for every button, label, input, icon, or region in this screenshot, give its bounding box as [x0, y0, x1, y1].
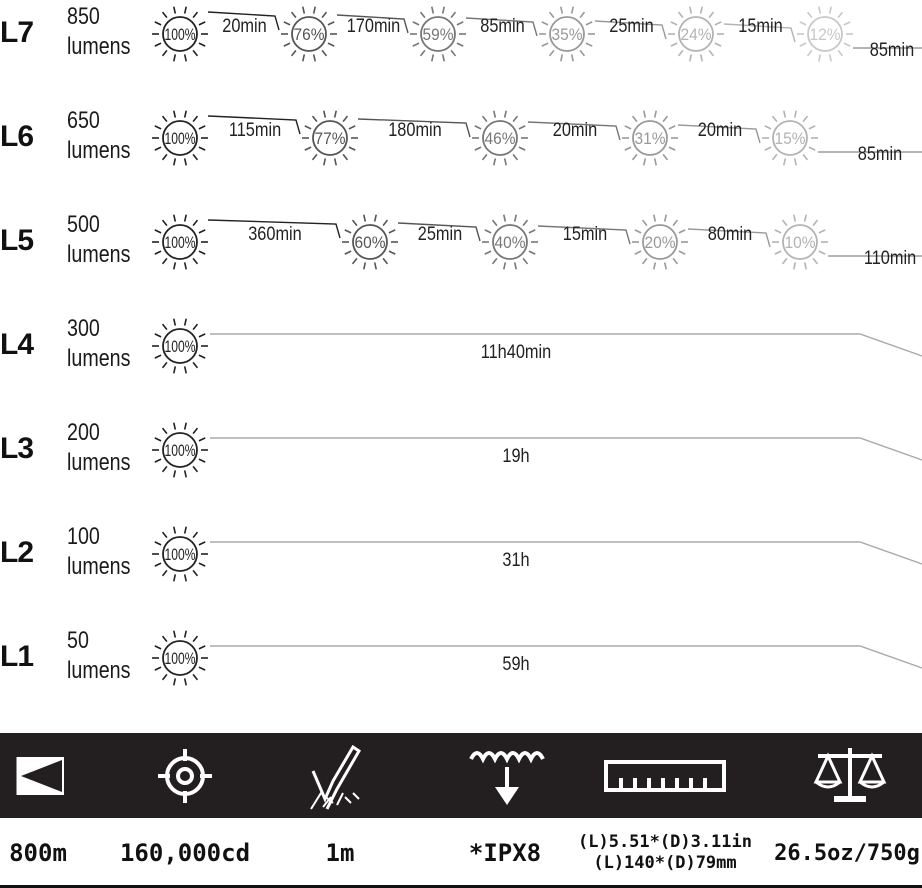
step-duration: 19h: [502, 444, 530, 467]
step-duration: 20min: [222, 14, 267, 37]
impact-resistance-icon: [295, 733, 375, 818]
lumens-unit: lumens: [67, 241, 131, 268]
step-duration: 170min: [346, 14, 401, 37]
waterproof-value: *IPX8: [468, 839, 542, 867]
step-duration: 25min: [417, 222, 463, 245]
sun-icon: [152, 215, 208, 270]
step-duration: 15min: [562, 222, 608, 245]
step-duration: 59h: [502, 652, 530, 675]
step-percent: 59%: [422, 25, 454, 44]
level-label: L4: [0, 328, 34, 361]
sun-icon: [772, 215, 828, 270]
runtime-graph: [0, 2, 922, 102]
sun-icon: [152, 319, 208, 374]
step-duration: 11h40min: [480, 340, 552, 363]
step-percent: 100%: [164, 545, 196, 564]
sun-icon: [342, 215, 398, 270]
level-label: L7: [0, 16, 34, 49]
step-duration: 115min: [228, 118, 282, 141]
lumens-unit: lumens: [67, 345, 131, 372]
level-row-l2: [0, 522, 922, 626]
lumens-value: 300: [67, 315, 100, 342]
beam-distance-icon: [0, 733, 80, 818]
sun-icon: [539, 7, 595, 62]
step-percent: 100%: [164, 441, 196, 460]
sun-icon: [622, 111, 678, 166]
step-duration: 110min: [863, 246, 917, 269]
sun-icon: [482, 215, 538, 270]
step-percent: 100%: [164, 129, 196, 148]
step-percent: 24%: [680, 25, 712, 44]
sun-icon: [797, 7, 853, 62]
lumens-unit: lumens: [67, 553, 131, 580]
sun-icon: [152, 111, 208, 166]
level-row-l5: [0, 210, 922, 314]
step-duration: 85min: [857, 142, 903, 165]
lumens-unit: lumens: [67, 449, 131, 476]
level-label: L1: [0, 640, 34, 673]
step-percent: 31%: [634, 129, 666, 148]
step-duration: 20min: [697, 118, 743, 141]
step-duration: 80min: [707, 222, 753, 245]
size-value: [570, 818, 760, 888]
sun-icon: [152, 527, 208, 582]
step-duration: 25min: [609, 14, 654, 37]
sun-icon: [410, 7, 466, 62]
runtime-graph: [0, 626, 922, 726]
lumens-unit: lumens: [67, 137, 131, 164]
step-duration: 85min: [480, 14, 525, 37]
step-percent: 100%: [164, 649, 196, 668]
step-percent: 77%: [314, 129, 346, 148]
lumens-value: 50: [67, 627, 89, 654]
level-row-l6: [0, 106, 922, 210]
lumens-value: 850: [67, 3, 100, 30]
intensity-value: 160,000cd: [119, 839, 251, 867]
spec-values-row: [0, 818, 922, 888]
step-percent: 100%: [164, 337, 196, 356]
sun-icon: [632, 215, 688, 270]
lumens-value: 650: [67, 107, 100, 134]
sun-icon: [472, 111, 528, 166]
step-duration: 85min: [869, 38, 915, 61]
step-percent: 46%: [484, 129, 516, 148]
step-percent: 10%: [784, 233, 816, 252]
lumens-value: 200: [67, 419, 100, 446]
step-duration: 31h: [502, 548, 530, 571]
step-duration: 360min: [248, 222, 302, 245]
step-percent: 60%: [354, 233, 386, 252]
step-percent: 76%: [293, 25, 325, 44]
size-value-mm: (L)140*(D)79mm: [593, 853, 737, 873]
sun-icon: [281, 7, 337, 62]
step-duration: 15min: [738, 14, 783, 37]
sun-icon: [762, 111, 818, 166]
runtime-graph: [0, 314, 922, 414]
lumens-unit: lumens: [67, 33, 131, 60]
level-row-l7: [0, 2, 922, 106]
step-percent: 35%: [551, 25, 583, 44]
step-duration: 180min: [388, 118, 442, 141]
target-icon: [140, 733, 230, 818]
sun-icon: [668, 7, 724, 62]
step-percent: 20%: [644, 233, 676, 252]
runtime-graph: [0, 210, 922, 310]
scale-icon: [800, 733, 900, 818]
sun-icon: [152, 423, 208, 478]
sun-icon: [152, 631, 208, 686]
runtime-graph: [0, 522, 922, 622]
level-row-l3: [0, 418, 922, 522]
impact-value: 1m: [325, 839, 355, 867]
beam-distance-value: 800m: [9, 839, 67, 867]
sun-icon: [302, 111, 358, 166]
lumens-value: 500: [67, 211, 100, 238]
sun-icon: [152, 7, 208, 62]
step-percent: 40%: [494, 233, 526, 252]
step-percent: 15%: [774, 129, 806, 148]
specs-icon-bar: [0, 733, 922, 818]
step-percent: 100%: [164, 25, 196, 44]
lumens-value: 100: [67, 523, 100, 550]
lumens-unit: lumens: [67, 657, 131, 684]
level-row-l4: [0, 314, 922, 418]
size-value-in: (L)5.51*(D)3.11in: [578, 832, 752, 852]
ruler-icon: [600, 733, 730, 818]
waterproof-icon: [460, 733, 550, 818]
runtime-graph: [0, 106, 922, 206]
step-percent: 12%: [809, 25, 841, 44]
step-percent: 100%: [164, 233, 196, 252]
weight-value: 26.5oz/750g: [774, 840, 920, 866]
level-label: L6: [0, 120, 34, 153]
runtime-graph: [0, 418, 922, 518]
level-row-l1: [0, 626, 922, 730]
level-label: L2: [0, 536, 34, 569]
step-duration: 20min: [552, 118, 598, 141]
level-label: L3: [0, 432, 34, 465]
level-label: L5: [0, 224, 34, 257]
